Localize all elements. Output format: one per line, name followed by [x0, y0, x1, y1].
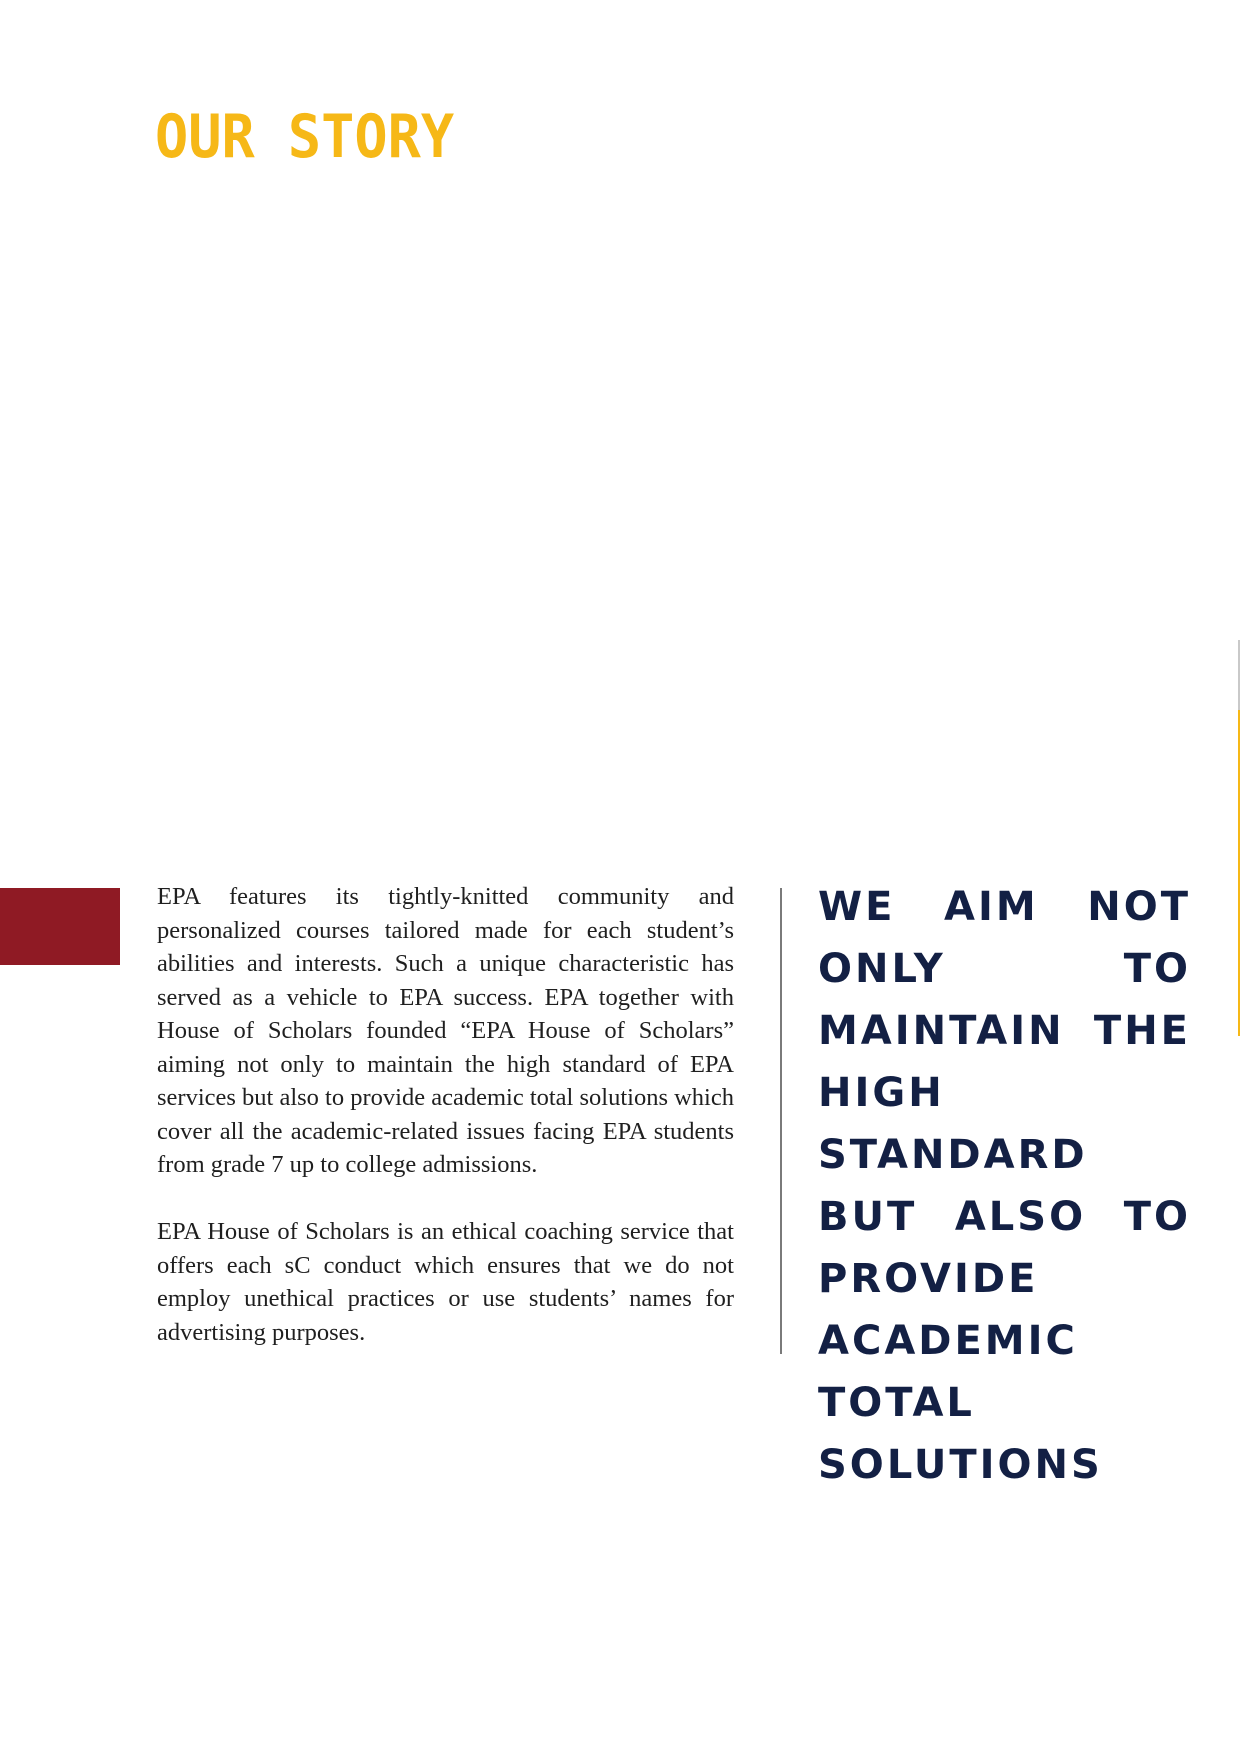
story-paragraph-1: EPA features its tightly-knitted community and personalized courses tailored made for each student’s abilities and interests. Such a unique characteristic has served as a vehicle to EPA success. EPA together with House of Scholars founded “EPA House of Scholars” aiming not only to maintain the high standard of EPA services but also to provide academic total solutions which cover all the academic-related issues facing EPA students from grade 7 up to college admissions.	[157, 883, 734, 1178]
pull-quote: WE AIM NOT ONLY TO MAINTAIN THE HIGH STANDARD BUT ALSO TO PROVIDE ACADEMIC TOTAL SOLUTIONS	[818, 884, 1191, 1488]
accent-block	[0, 888, 120, 965]
story-body	[157, 880, 734, 1383]
page-title: OUR STORY	[155, 102, 455, 172]
column-divider	[780, 888, 782, 1354]
story-paragraph-2: EPA House of Scholars is an ethical coaching service that offers each sC conduct which ensures that we do not employ unethical practices or use students’ names for advertising purposes.	[157, 1218, 734, 1346]
